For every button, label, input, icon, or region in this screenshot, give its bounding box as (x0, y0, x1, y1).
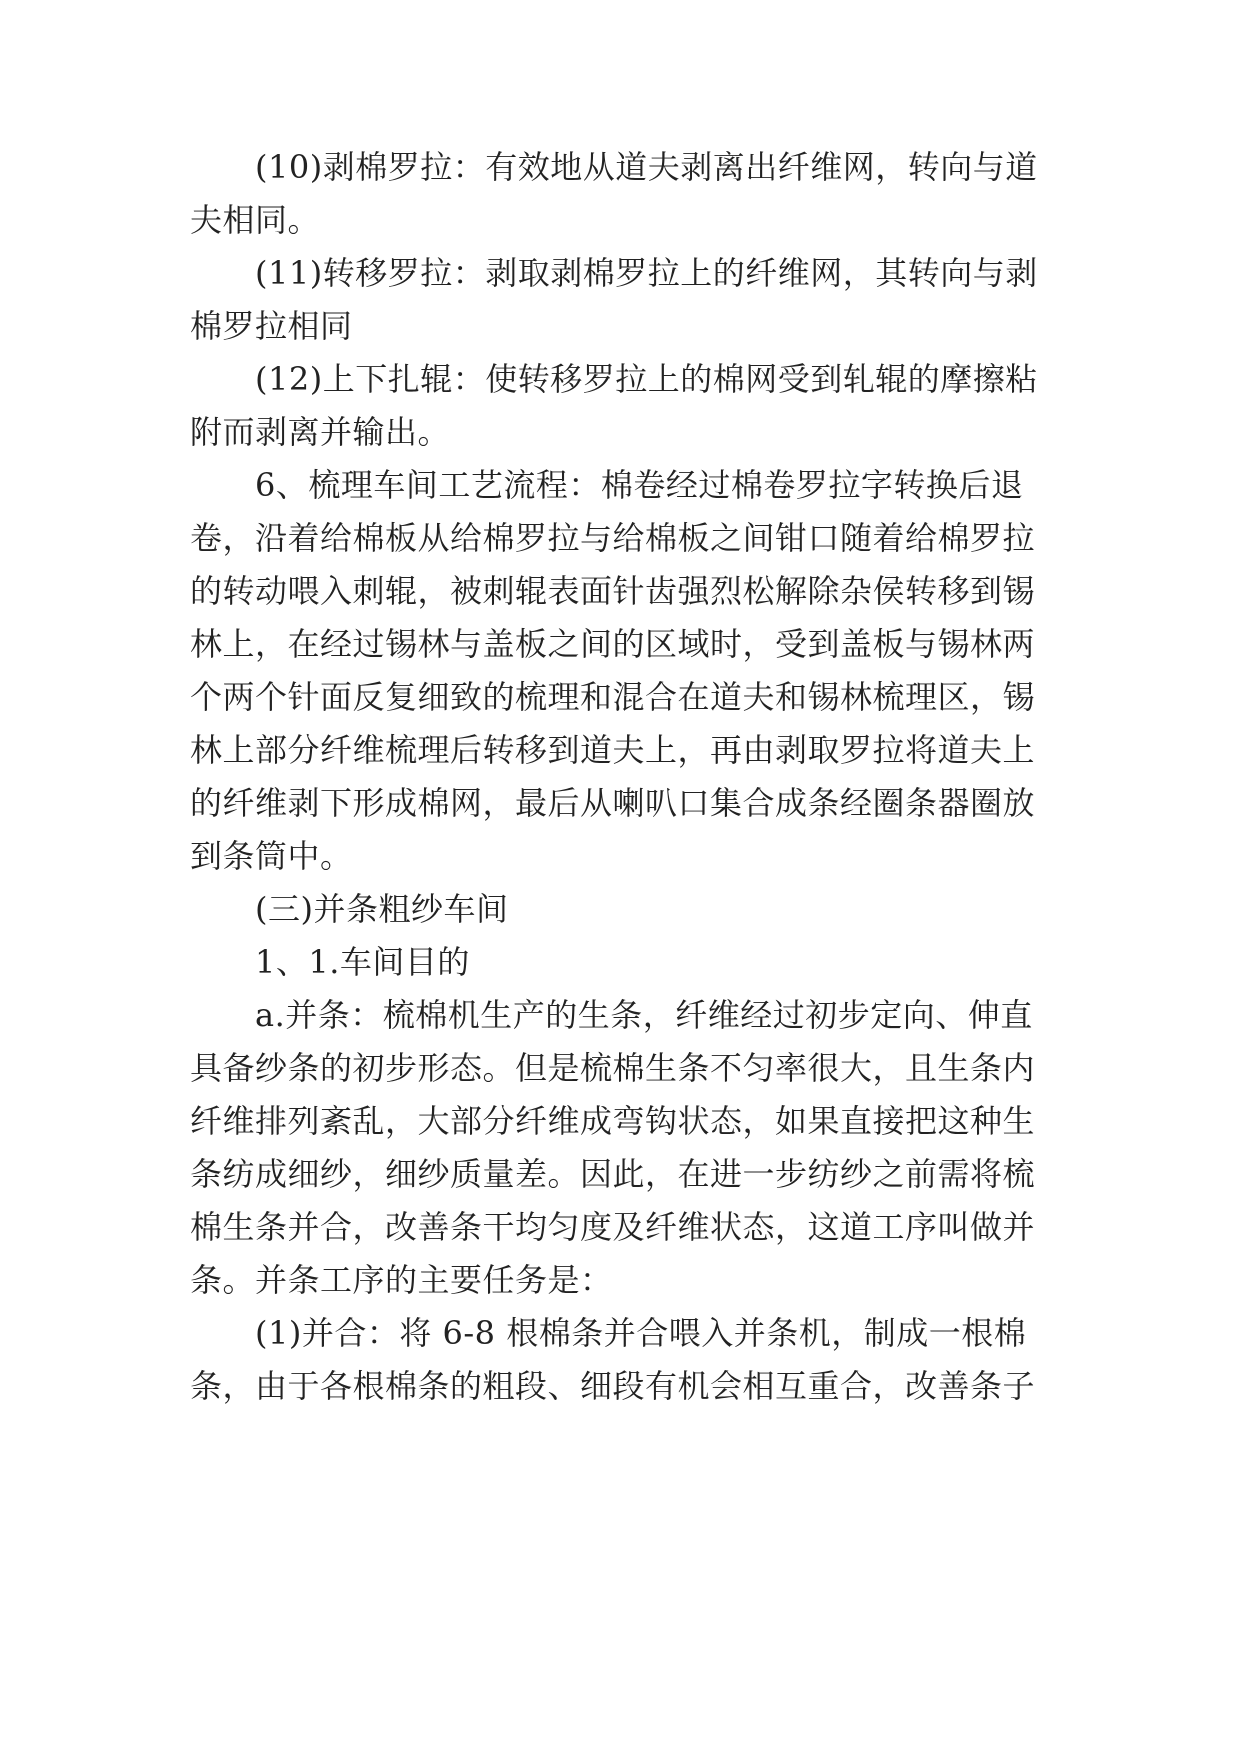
paragraph-line: 具备纱条的初步形态。但是梳棉生条不匀率很大，且生条内 (190, 1049, 1036, 1087)
paragraph-line: 6、梳理车间工艺流程：棉卷经过棉卷罗拉字转换后退 (255, 466, 1024, 504)
paragraph-line: (12)上下扎辊：使转移罗拉上的棉网受到轧辊的摩擦粘 (255, 360, 1038, 398)
paragraph-line: 林上，在经过锡林与盖板之间的区域时，受到盖板与锡林两 (190, 625, 1036, 663)
paragraph-line: a.并条：梳棉机生产的生条，纤维经过初步定向、伸直 (255, 996, 1033, 1034)
paragraph-line: 棉罗拉相同 (190, 307, 353, 345)
paragraph-line: 卷，沿着给棉板从给棉罗拉与给棉板之间钳口随着给棉罗拉 (190, 519, 1036, 557)
paragraph-line: 条纺成细纱，细纱质量差。因此，在进一步纺纱之前需将梳 (190, 1155, 1036, 1193)
paragraph-line: 条。并条工序的主要任务是： (190, 1261, 613, 1299)
subsection-heading: 1、1.车间目的 (255, 943, 470, 981)
section-heading: (三)并条粗纱车间 (255, 890, 509, 928)
paragraph-line: 条，由于各根棉条的粗段、细段有机会相互重合，改善条子 (190, 1367, 1036, 1405)
paragraph-line: 的纤维剥下形成棉网，最后从喇叭口集合成条经圈条器圈放 (190, 784, 1036, 822)
paragraph-line: 个两个针面反复细致的梳理和混合在道夫和锡林梳理区，锡 (190, 678, 1036, 716)
paragraph-line: 到条筒中。 (190, 837, 353, 875)
paragraph-line: 棉生条并合，改善条干均匀度及纤维状态，这道工序叫做并 (190, 1208, 1036, 1246)
paragraph-line: 的转动喂入刺辊，被刺辊表面针齿强烈松解除杂侯转移到锡 (190, 572, 1036, 610)
paragraph-line: 纤维排列紊乱，大部分纤维成弯钩状态，如果直接把这种生 (190, 1102, 1036, 1140)
paragraph-line: 附而剥离并输出。 (190, 413, 451, 451)
paragraph-line: 夫相同。 (190, 201, 321, 239)
paragraph-line: (11)转移罗拉：剥取剥棉罗拉上的纤维网，其转向与剥 (255, 254, 1038, 292)
paragraph-line: 林上部分纤维梳理后转移到道夫上，再由剥取罗拉将道夫上 (190, 731, 1036, 769)
paragraph-line: (10)剥棉罗拉：有效地从道夫剥离出纤维网，转向与道 (255, 148, 1038, 186)
paragraph-line: (1)并合：将 6-8 根棉条并合喂入并条机，制成一根棉 (255, 1314, 1027, 1352)
